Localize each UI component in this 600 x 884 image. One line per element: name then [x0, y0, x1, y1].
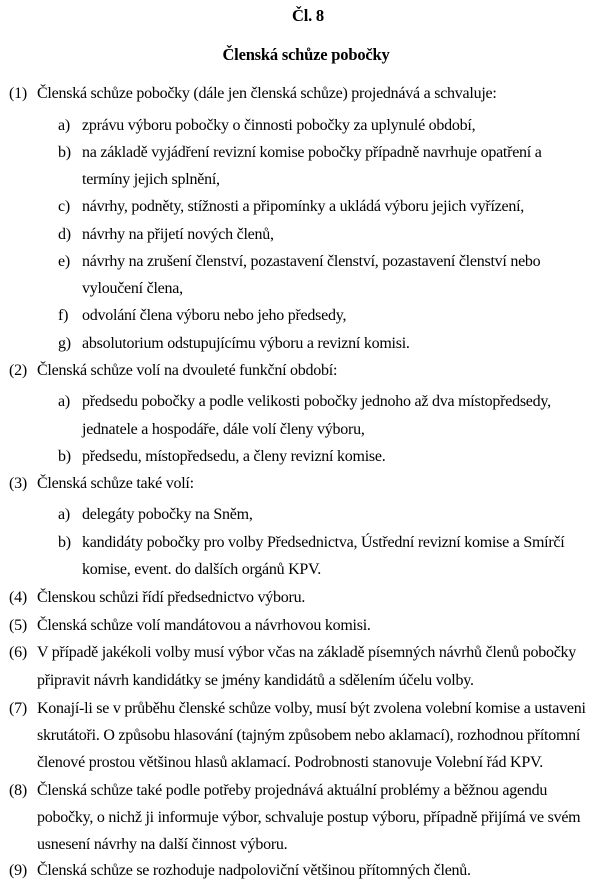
paragraph-text: Členská schůze pobočky (dále jen členská schůze) projednává a schvaluje:: [37, 85, 497, 102]
item-text: předsedu, místopředsedu, a členy revizní komise.: [82, 448, 386, 465]
item-text: návrhy na zrušení členství, pozastavení členství, pozastavení členství nebo: [82, 253, 541, 270]
paragraph-text: Konají-li se v průběhu členské schůze volby, musí být zvolena volební komise a ustaveni: [37, 700, 586, 717]
paragraph-text: Členská schůze také podle potřeby projednává aktuální problémy a běžnou agendu: [37, 782, 548, 799]
item-text: zprávu výboru pobočky o činnosti pobočky za uplynulé období,: [82, 117, 476, 134]
item-text: odvolání člena výboru nebo jeho předsedy,: [82, 307, 347, 324]
paragraph-number: (5): [9, 617, 27, 634]
item-marker: d): [58, 226, 71, 243]
article-number: Čl. 8: [291, 6, 324, 25]
item-text: na základě vyjádření revizní komise pobočky případně navrhuje opatření a: [82, 144, 542, 161]
paragraph-number: (9): [9, 862, 27, 879]
item-text-continuation: komise, event. do dalších orgánů KPV.: [82, 561, 322, 578]
paragraph-number: (8): [9, 782, 27, 799]
item-marker: c): [58, 198, 70, 215]
item-text-continuation: vyloučení člena,: [82, 280, 183, 297]
item-marker: b): [58, 534, 71, 551]
paragraph-number: (1): [9, 85, 27, 102]
item-text: absolutorium odstupujícímu výboru a revizní komisi.: [82, 335, 410, 352]
paragraph-number: (3): [9, 475, 27, 492]
item-text: návrhy na přijetí nových členů,: [82, 226, 274, 243]
paragraph-number: (2): [9, 362, 27, 379]
paragraph-text-continuation: připravit návrh kandidátky se jmény kandidátů a sdělením účelu volby.: [37, 672, 474, 689]
paragraph-text-continuation: členové prostou většinou hlasů aklamací. Podrobnosti stanovuje Volební řád KPV.: [37, 754, 543, 771]
item-marker: a): [58, 393, 70, 410]
paragraph-text: Členskou schůzi řídí předsednictvo výboru.: [37, 589, 306, 606]
paragraph-text-continuation: skrutátoři. O způsobu hlasování (tajným způsobem nebo aklamací), rozhodnou přítomní: [37, 727, 581, 744]
item-marker: a): [58, 117, 70, 134]
paragraph-text: Členská schůze se rozhoduje nadpoloviční většinou přítomných členů.: [37, 862, 471, 879]
item-text: návrhy, podněty, stížnosti a připomínky a ukládá výboru jejich vyřízení,: [82, 198, 525, 215]
item-marker: b): [58, 448, 71, 465]
item-marker: e): [58, 253, 70, 270]
item-marker: a): [58, 506, 70, 523]
item-text-continuation: jednatele a hospodáře, dále volí členy výboru,: [82, 421, 365, 438]
item-marker: b): [58, 144, 71, 161]
paragraph-text: Členská schůze také volí:: [37, 475, 194, 492]
paragraph-text: V případě jakékoli volby musí výbor včas na základě písemných návrhů členů pobočky: [37, 644, 577, 661]
paragraph-text: Členská schůze volí na dvouleté funkční období:: [37, 362, 338, 379]
article-title: Členská schůze pobočky: [222, 45, 390, 64]
paragraph-text-continuation: usnesení návrhy na další činnost výboru.: [37, 836, 288, 853]
paragraph-number: (7): [9, 700, 27, 717]
paragraph-number: (4): [9, 589, 27, 606]
item-text: předsedu pobočky a podle velikosti pobočky jednoho až dva místopředsedy,: [82, 393, 551, 410]
item-text: kandidáty pobočky pro volby Předsednictva, Ústřední revizní komise a Smírčí: [82, 534, 565, 551]
paragraph-number: (6): [9, 644, 27, 661]
item-marker: f): [58, 307, 69, 324]
item-marker: g): [58, 335, 71, 352]
paragraph-text-continuation: pobočky, o nichž ji informuje výbor, schvaluje postup výboru, případně přijímá ve svém: [37, 809, 581, 826]
paragraph-text: Členská schůze volí mandátovou a návrhovou komisi.: [37, 617, 371, 634]
item-text: delegáty pobočky na Sněm,: [82, 506, 253, 523]
item-text-continuation: termíny jejich splnění,: [82, 171, 220, 188]
